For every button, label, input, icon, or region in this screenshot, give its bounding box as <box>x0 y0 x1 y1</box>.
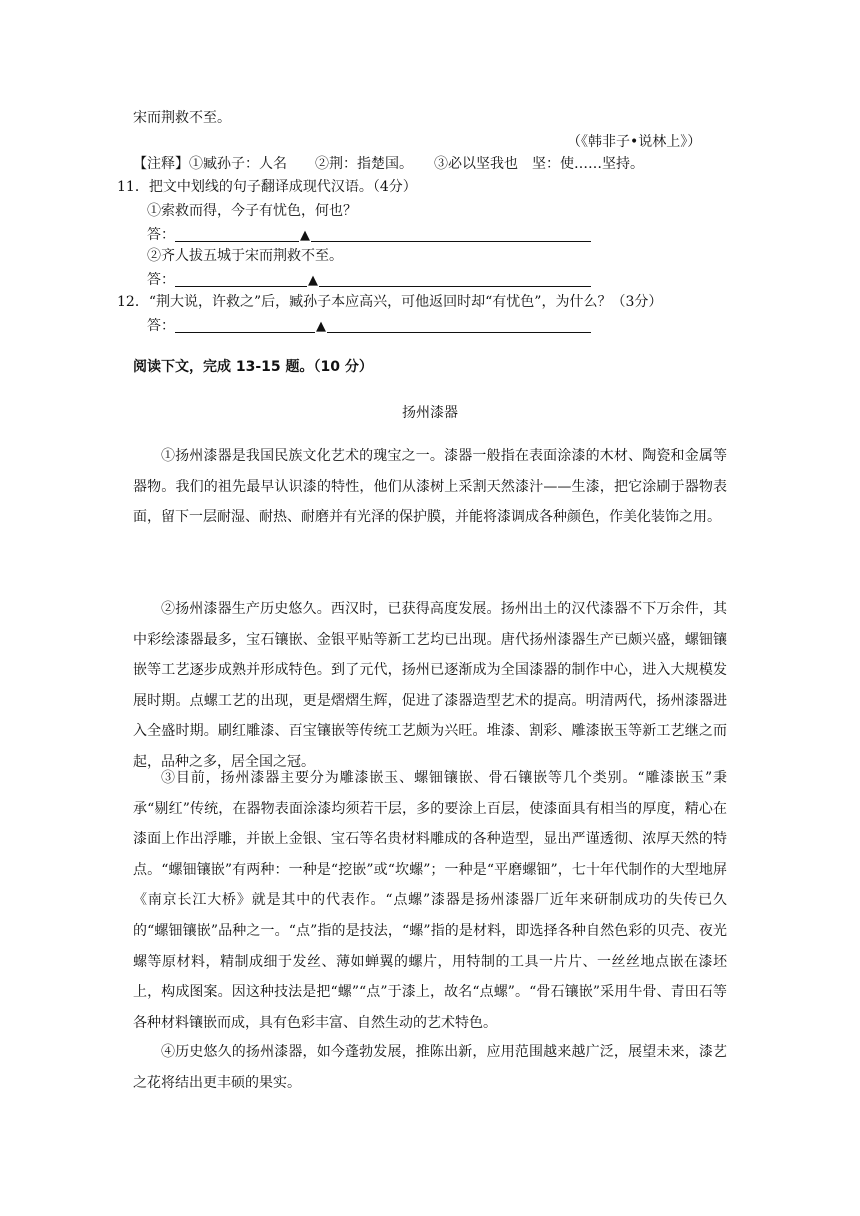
annotation-notes: 【注释】①臧孙子：人名 ②荆：指楚国。 ③必以坚我也 坚：使……坚持。 <box>133 156 644 172</box>
question-11-prompt: 11．把文中划线的句子翻译成现代汉语。（4分） <box>117 179 417 195</box>
paragraph-text: ②扬州漆器生产历史悠久。西汉时，已获得高度发展。扬州出土的汉代漆器不下万余件，其中彩绘漆器最多，宝石镶嵌、金银平贴等新工艺均已出现。唐代扬州漆器生产已颇兴盛，螺钿镶嵌等工艺逐步成熟并形成特色。到了元代，扬州已逐渐成为全国漆器的制作中心，进入大规模发展时期。点螺工艺的出现，更是熠熠生辉，促进了漆器造型艺术的提高。明清两代，扬州漆器进入全盛时期。刷红雕漆、百宝镶嵌等传统工艺颇为兴旺。堆漆、割彩、雕漆嵌玉等新工艺继之而起，品种之多，居全国之冠。 <box>133 601 727 770</box>
triangle-marker-icon: ▲ <box>316 319 326 334</box>
triangle-marker-icon: ▲ <box>308 273 318 288</box>
section-heading: 阅读下文，完成 13-15 题。（10 分） <box>133 359 373 375</box>
question-11-item-1: ①索救而得，今子有忧色，何也？ <box>147 203 357 219</box>
answer-label: 答： <box>147 272 175 288</box>
paragraph-text: ①扬州漆器是我国民族文化艺术的瑰宝之一。漆器一般指在表面涂漆的木材、陶瓷和金属等器物。我们的祖先最早认识漆的特性，他们从漆树上采割天然漆汁——生漆，把它涂刷于器物表面，留下一层耐湿、耐热、耐磨并有光泽的保护膜，并能将漆调成各种颜色，作美化装饰之用。 <box>133 448 727 526</box>
article-paragraph-3 <box>133 763 727 1038</box>
answer-label: 答： <box>147 318 175 334</box>
article-paragraph-1 <box>133 441 727 533</box>
article-paragraph-2 <box>133 594 727 778</box>
question-12-prompt: 12．“荆大说，许救之”后，臧孙子本应高兴，可他返回时却“有忧色”，为什么？（3分） <box>117 294 663 310</box>
answer-blank-left[interactable] <box>175 318 315 333</box>
paragraph-text: ③目前，扬州漆器主要分为雕漆嵌玉、螺钿镶嵌、骨石镶嵌等几个类别。“雕漆嵌玉”秉承“剔红”传统，在器物表面涂漆均须若干层，多的要涂上百层，使漆面具有相当的厚度，精心在漆面上作出浮雕，并嵌上金银、宝石等名贵材料雕成的各种造型，显出严谨透彻、浓厚天然的特点。“螺钿镶嵌”有两种：一种是“挖嵌”或“坎螺”；一种是“平磨螺钿”，七十年代制作的大型地屏《南京长江大桥》就是其中的代表作。“点螺”漆器是扬州漆器厂近年来研制成功的失传已久的“螺钿镶嵌”品种之一。“点”指的是技法，“螺”指的是材料，即选择各种自然色彩的贝壳、夜光螺等原材料，精制成细于发丝、薄如蝉翼的螺片，用特制的工具一片片、一丝丝地点嵌在漆坯上，构成图案。因这种技法是把“螺”“点”于漆上，故名“点螺”。“骨石镶嵌”采用牛骨、青田石等各种材料镶嵌而成，具有色彩丰富、自然生动的艺术特色。 <box>133 770 727 1031</box>
paragraph-text: ④历史悠久的扬州漆器，如今蓬勃发展，推陈出新，应用范围越来越广泛，展望未来，漆艺之花将结出更丰硕的果实。 <box>133 1044 727 1091</box>
question-11-item-2: ②齐人拔五城于宋而荆救不至。 <box>147 248 343 264</box>
answer-blank-left[interactable] <box>175 272 307 287</box>
answer-label: 答： <box>147 227 175 243</box>
answer-line-3[interactable] <box>147 315 591 335</box>
answer-blank-right[interactable] <box>327 318 591 333</box>
answer-line-2[interactable] <box>147 269 591 289</box>
source-citation: （《韩非子•说林上》） <box>567 134 702 150</box>
article-title: 扬州漆器 <box>402 405 458 421</box>
article-paragraph-4 <box>133 1037 727 1098</box>
answer-blank-right[interactable] <box>319 272 591 287</box>
answer-blank-right[interactable] <box>311 227 591 242</box>
answer-line-1[interactable] <box>147 224 591 244</box>
triangle-marker-icon: ▲ <box>300 228 310 243</box>
answer-blank-left[interactable] <box>175 227 299 242</box>
passage-last-line: 宋而荆救不至。 <box>133 110 231 126</box>
